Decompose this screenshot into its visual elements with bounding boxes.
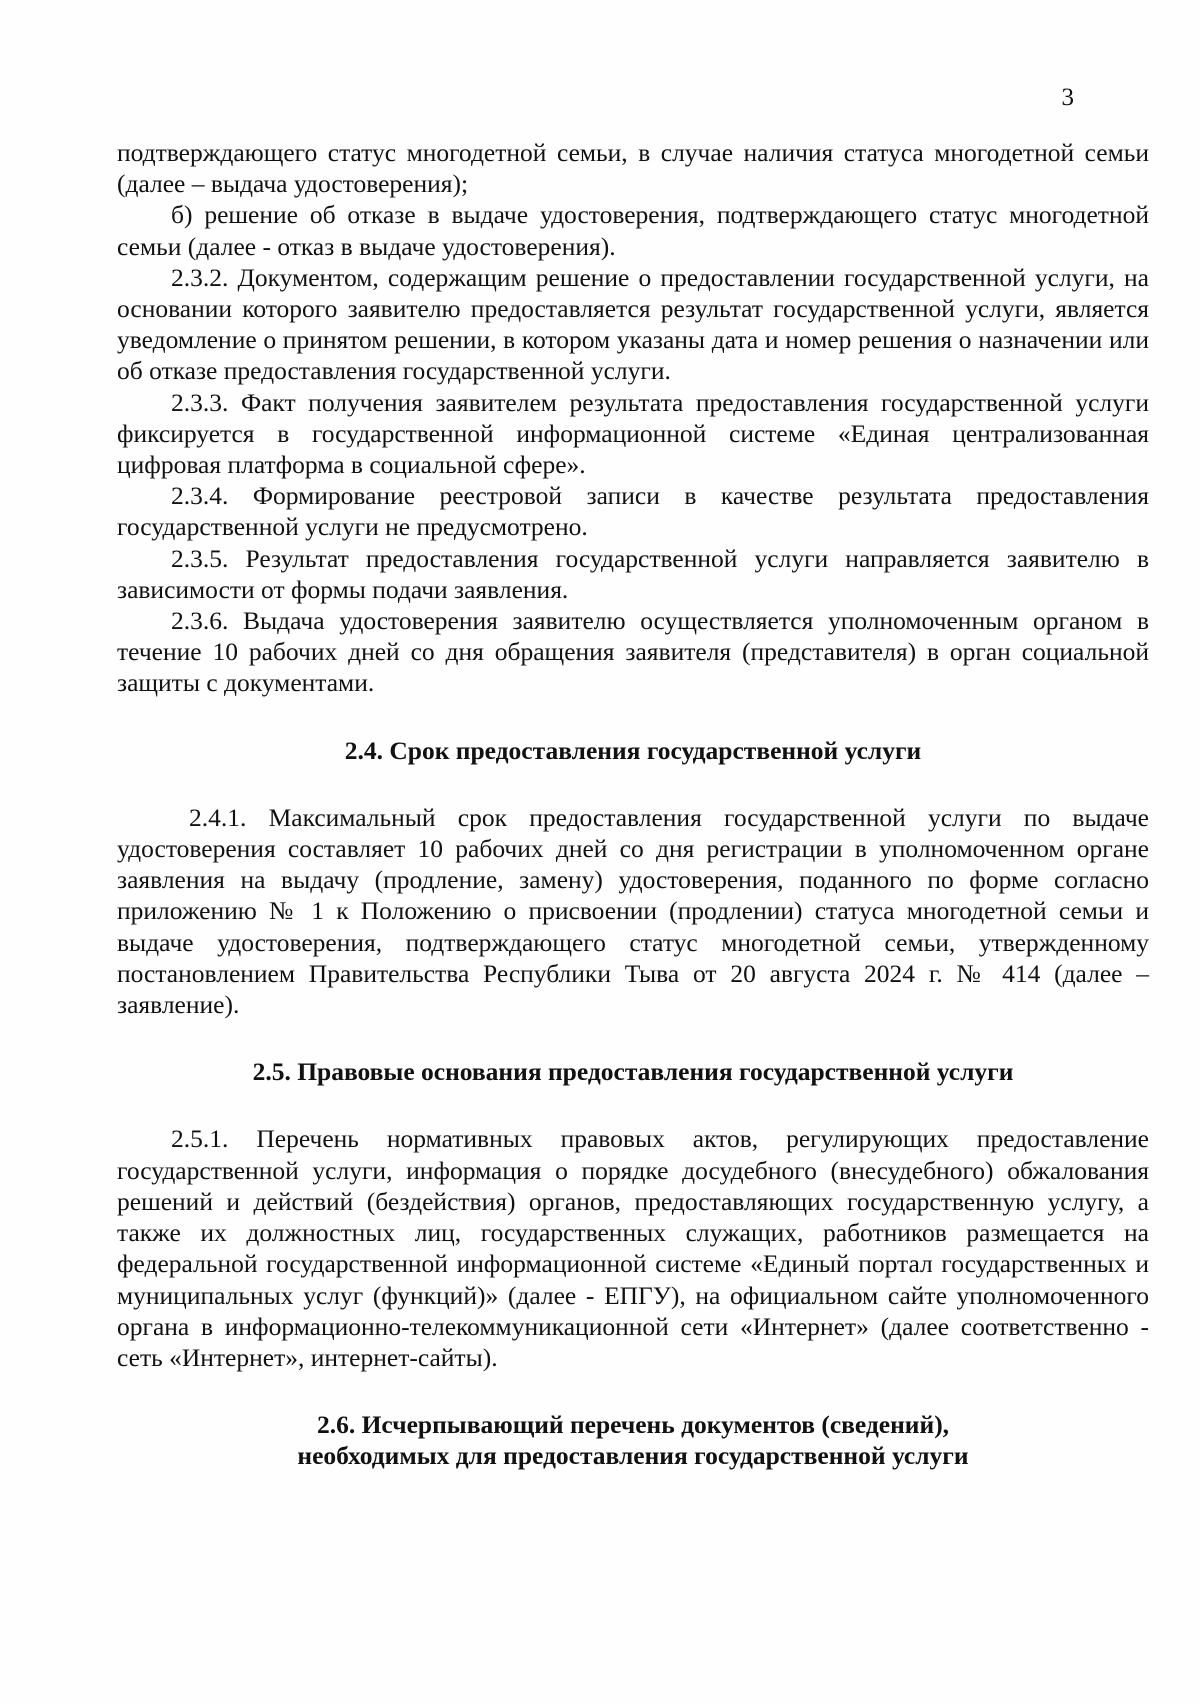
section-2-6-heading-line2: необходимых для предоставления государственной услуги (297, 1441, 969, 1471)
paragraph-2-5-1: 2.5.1. Перечень нормативных правовых актов, регулирующих предоставление государственной услуги, информация о порядке досудебного (внесудебного) обжалования решений и действий (бездействия) органов, предоставляющих государственную услугу, а также их должностных лиц, государственных служащих, работников размещается на федеральной государственной информационной системе «Единый портал государственных и муниципальных услуг (функций)» (далее - ЕПГУ), на официальном сайте уполномоченного органа в информационно-телекоммуникационной сети «Интернет» (далее соответственно - сеть «Интернет», интернет-сайты). (117, 1124, 1149, 1372)
page-number: 3 (1061, 84, 1074, 111)
paragraph-2-4-1: 2.4.1. Максимальный срок предоставления государственной услуги по выдаче удостоверения составляет 10 рабочих дней со дня регистрации в уполномоченном органе заявления на выдачу (продление, замену) удостоверения, поданного по форме согласно приложению № 1 к Положению о присвоении (продлении) статуса многодетной семьи и выдаче удостоверения, подтверждающего статус многодетной семьи, утвержденному постановлением Правительства Республики Тыва от 20 августа 2024 г. № 414 (далее – заявление). (117, 802, 1149, 1020)
section-2-6-heading-line1: 2.6. Исчерпывающий перечень документов (сведений), (316, 1410, 950, 1440)
section-2-5-heading: 2.5. Правовые основания предоставления государственной услуги (252, 1057, 1014, 1087)
paragraph-2-3-2: 2.3.2. Документом, содержащим решение о предоставлении государственной услуги, на основании которого заявителю предоставляется результат государственной услуги, является уведомление о принятом решении, в котором указаны дата и номер решения о назначении или об отказе предоставления государственной услуги. (117, 262, 1149, 386)
paragraph-refusal: б) решение об отказе в выдаче удостоверения, подтверждающего статус многодетной семьи (далее - отказ в выдаче удостоверения). (117, 200, 1149, 261)
paragraph-2-3-3: 2.3.3. Факт получения заявителем результата предоставления государственной услуги фиксируется в государственной информационной системе «Единая централизованная цифровая платформа в социальной сфере». (117, 387, 1149, 480)
section-2-6-heading (117, 1409, 1149, 1471)
document-body (117, 137, 1149, 1472)
paragraph-2-3-4: 2.3.4. Формирование реестровой записи в качестве результата предоставления государственной услуги не предусмотрено. (117, 481, 1149, 542)
paragraph-continuation: подтверждающего статус многодетной семьи, в случае наличия статуса многодетной семьи (далее – выдача удостоверения); (117, 138, 1149, 199)
section-2-4-heading: 2.4. Срок предоставления государственной услуги (344, 735, 922, 765)
paragraph-2-3-6: 2.3.6. Выдача удостоверения заявителю осуществляется уполномоченным органом в течение 10 рабочих дней со дня обращения заявителя (представителя) в орган социальной защиты с документами. (117, 606, 1149, 698)
paragraph-2-3-5: 2.3.5. Результат предоставления государственной услуги направляется заявителю в зависимости от формы подачи заявления. (117, 543, 1149, 604)
